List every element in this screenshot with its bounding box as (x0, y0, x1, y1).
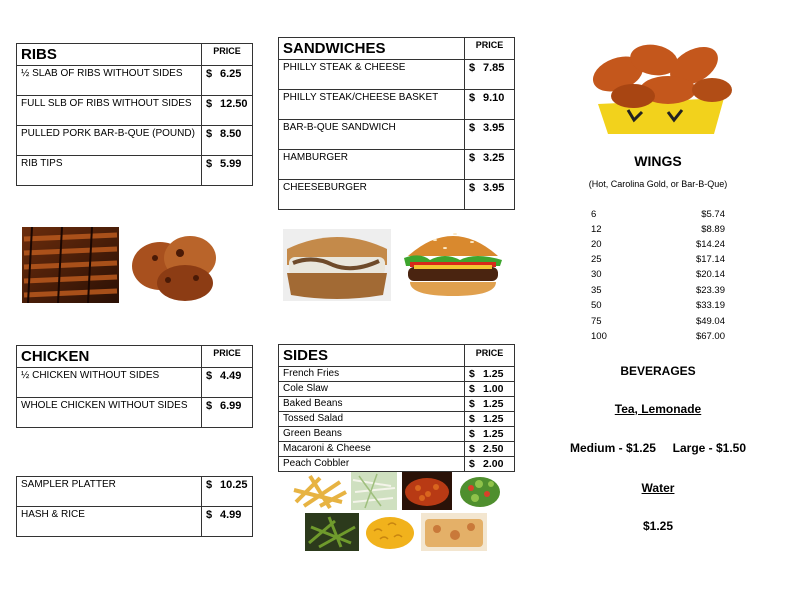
menu-item-price: $ 1.25 (465, 397, 515, 412)
menu-item-name: HAMBURGER (279, 150, 465, 180)
menu-item-price: $ 4.49 (202, 368, 253, 398)
menu-item-name: FULL SLB OF RIBS WITHOUT SIDES (17, 96, 202, 126)
menu-item-price: $ 3.25 (465, 150, 515, 180)
list-item: 25 $17.14 (591, 254, 725, 265)
menu-item-price: $ 10.25 (202, 477, 253, 507)
menu-item-name: BAR-B-QUE SANDWICH (279, 120, 465, 150)
menu-item-name: French Fries (279, 367, 465, 382)
list-item: 35 $23.39 (591, 285, 725, 296)
menu-item-name: HASH & RICE (17, 507, 202, 537)
water-price: $1.25 (642, 519, 674, 533)
menu-item-price: $ 6.99 (202, 398, 253, 428)
wings-photo (578, 26, 744, 136)
green-beans-photo (305, 513, 359, 551)
menu-item-name: CHEESEBURGER (279, 180, 465, 210)
menu-item-price: $ 3.95 (465, 120, 515, 150)
menu-item-name: PHILLY STEAK & CHEESE (279, 60, 465, 90)
beverages-title: BEVERAGES (620, 364, 696, 378)
menu-item-name: WHOLE CHICKEN WITHOUT SIDES (17, 398, 202, 428)
list-item: 6 $5.74 (591, 209, 725, 220)
menu-item-price: $ 1.00 (465, 382, 515, 397)
list-item: 30 $20.14 (591, 269, 725, 280)
price-header: PRICE (202, 44, 253, 66)
chicken-table (16, 345, 253, 428)
list-item: 50 $33.19 (591, 300, 725, 311)
chicken-title: CHICKEN (17, 346, 202, 368)
baked-beans-photo (402, 472, 452, 510)
menu-item-price: $ 5.99 (202, 156, 253, 186)
menu-item-name: RIB TIPS (17, 156, 202, 186)
menu-item-price: $ 1.25 (465, 427, 515, 442)
menu-item-name: Cole Slaw (279, 382, 465, 397)
menu-item-price: $ 6.25 (202, 66, 253, 96)
menu-item-name: SAMPLER PLATTER (17, 477, 202, 507)
french-fries-photo (290, 472, 348, 510)
menu-item-price: $ 4.99 (202, 507, 253, 537)
menu-item-price: $ 2.00 (465, 457, 515, 472)
water-label: Water (641, 481, 675, 495)
menu-item-name: ½ CHICKEN WITHOUT SIDES (17, 368, 202, 398)
wings-title: WINGS (634, 153, 682, 169)
menu-item-name: Tossed Salad (279, 412, 465, 427)
menu-item-name: ½ SLAB OF RIBS WITHOUT SIDES (17, 66, 202, 96)
ribs-table (16, 43, 253, 186)
menu-item-price: $ 2.50 (465, 442, 515, 457)
tossed-salad-photo (457, 472, 503, 510)
menu-item-price: $ 9.10 (465, 90, 515, 120)
price-header: PRICE (202, 346, 253, 368)
beverage-sizes: Medium - $1.25 Large - $1.50 (569, 441, 747, 455)
extras-table (16, 476, 253, 537)
menu-item-price: $ 12.50 (202, 96, 253, 126)
ribs-photo (22, 227, 119, 303)
price-header: PRICE (465, 38, 515, 60)
philly-sandwich-photo (283, 229, 391, 301)
menu-item-name: Green Beans (279, 427, 465, 442)
cole-slaw-photo (351, 472, 397, 510)
menu-item-price: $ 7.85 (465, 60, 515, 90)
menu-item-name: Peach Cobbler (279, 457, 465, 472)
sides-title: SIDES (279, 345, 465, 367)
list-item: 20 $14.24 (591, 239, 725, 250)
tea-lemonade-label: Tea, Lemonade (614, 402, 702, 416)
menu-item-price: $ 3.95 (465, 180, 515, 210)
menu-item-price: $ 8.50 (202, 126, 253, 156)
peach-cobbler-photo (421, 513, 487, 551)
list-item: 12 $8.89 (591, 224, 725, 235)
grilled-chicken-photo (130, 228, 219, 304)
list-item: 100 $67.00 (591, 331, 725, 342)
sandwiches-table (278, 37, 515, 210)
ribs-title: RIBS (17, 44, 202, 66)
menu-item-name: Macaroni & Cheese (279, 442, 465, 457)
menu-item-price: $ 1.25 (465, 412, 515, 427)
menu-item-name: PHILLY STEAK/CHEESE BASKET (279, 90, 465, 120)
macaroni-cheese-photo (364, 513, 416, 551)
menu-item-name: Baked Beans (279, 397, 465, 412)
price-header: PRICE (465, 345, 515, 367)
menu-item-name: PULLED PORK BAR-B-QUE (POUND) (17, 126, 202, 156)
sides-table (278, 344, 515, 472)
hamburger-photo (400, 222, 506, 300)
sandwiches-title: SANDWICHES (279, 38, 465, 60)
wings-subtitle: (Hot, Carolina Gold, or Bar-B-Que) (588, 179, 728, 189)
menu-item-price: $ 1.25 (465, 367, 515, 382)
list-item: 75 $49.04 (591, 316, 725, 327)
